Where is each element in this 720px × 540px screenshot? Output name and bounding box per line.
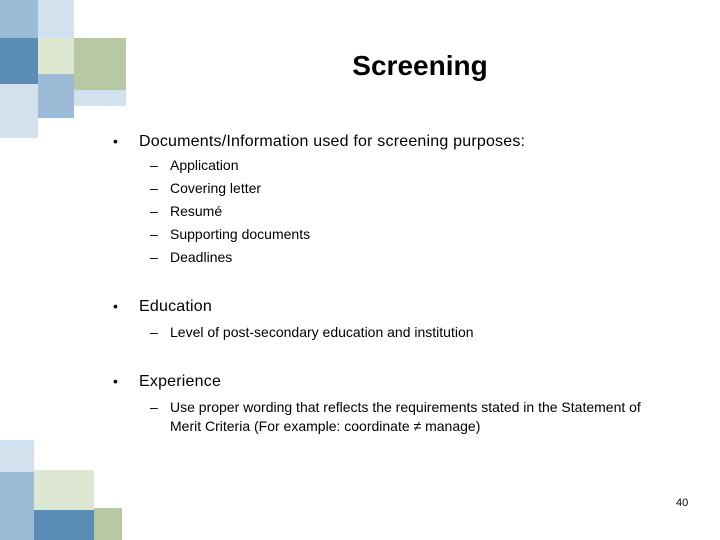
decor-square [94, 508, 122, 540]
sublist-documents [150, 154, 310, 269]
bullet-marker: • [113, 133, 119, 149]
list-item: – Application [150, 157, 239, 173]
bullet-text: Documents/Information used for screening purposes: [139, 133, 526, 150]
decor-square [38, 38, 74, 74]
decor-square [38, 0, 74, 38]
list-item: – Use proper wording that reflects the requirements stated in the Statement of [150, 399, 641, 415]
sublist-education [150, 321, 474, 344]
decor-square [0, 472, 34, 540]
list-item: – Level of post-secondary education and institution [150, 324, 474, 340]
slide-title: Screening [352, 50, 488, 81]
decor-square [0, 0, 38, 38]
decor-square [34, 470, 94, 510]
decor-square [74, 38, 126, 90]
decor-square [38, 74, 74, 118]
decor-square [0, 84, 38, 138]
list-item: – Resumé [150, 203, 223, 219]
decor-square [0, 38, 38, 84]
list-item: – Deadlines [150, 249, 233, 265]
bullet-education [113, 298, 212, 316]
bullet-experience [113, 373, 221, 391]
decor-square [74, 90, 126, 106]
bullet-text: Experience [139, 373, 222, 390]
decor-square [0, 440, 34, 472]
list-item: – Covering letter [150, 180, 262, 196]
bullet-marker: • [113, 298, 119, 314]
decor-square [34, 510, 94, 540]
bullet-marker: • [113, 373, 119, 389]
list-item-continuation: Merit Criteria (For example: coordinate ≠ manage) [170, 418, 481, 434]
bullet-documents [113, 133, 525, 151]
list-item: – Supporting documents [150, 226, 311, 242]
sublist-experience [150, 398, 710, 436]
page-number: 40 [676, 497, 689, 509]
bullet-text: Education [139, 298, 212, 315]
